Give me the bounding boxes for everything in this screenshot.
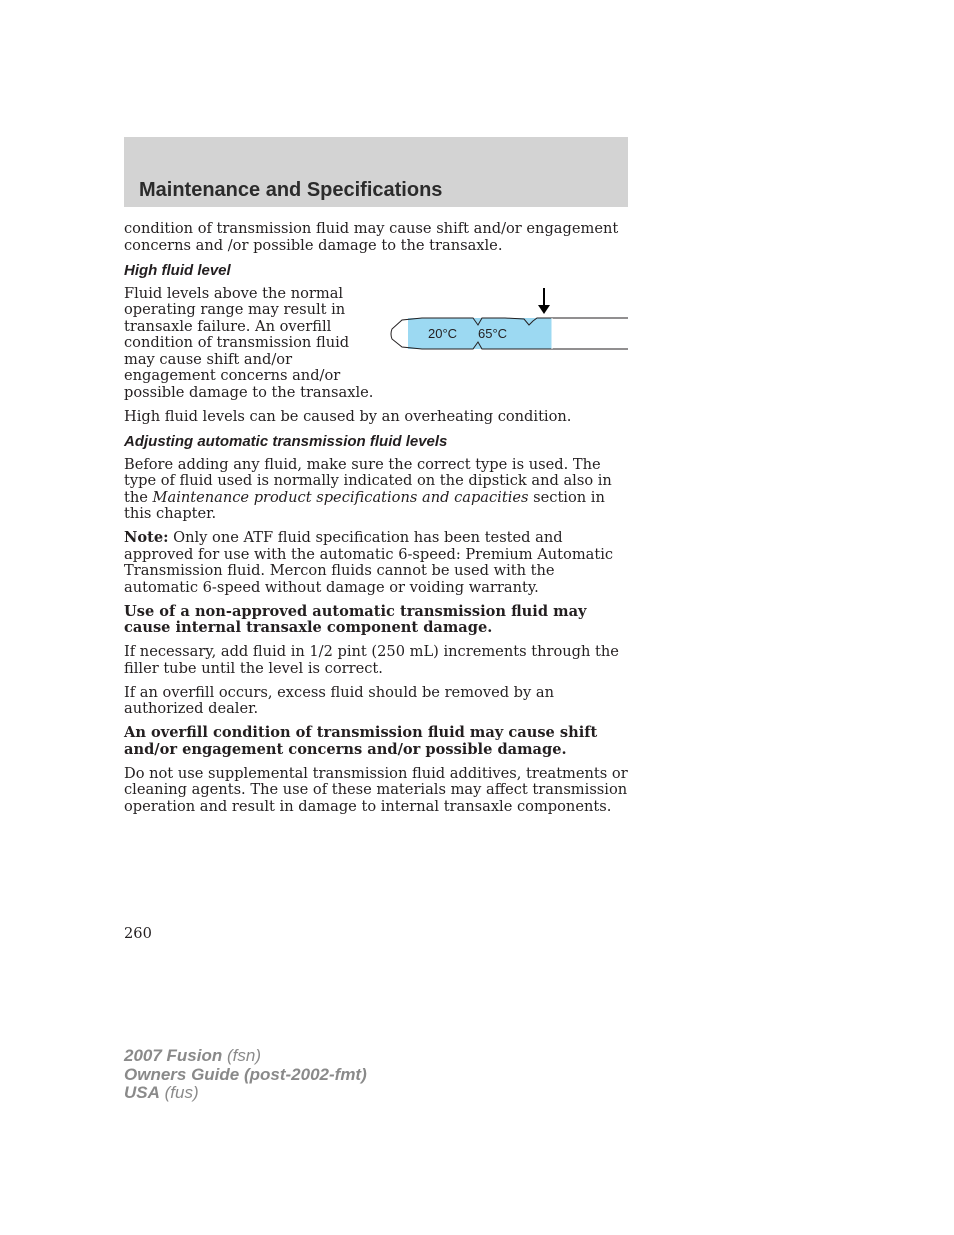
temp-label-20c: 20°C bbox=[428, 325, 458, 341]
page-content bbox=[124, 221, 628, 823]
footer-line-model: 2007 Fusion (fsn) bbox=[124, 1046, 261, 1065]
add-fluid-paragraph: If necessary, add fluid in 1/2 pint (250 mL) increments through the filler tube until the level is correct. bbox=[124, 643, 619, 677]
note-label: Note: bbox=[124, 529, 169, 546]
warning-overfill: An overfill condition of transmission fluid may cause shift and/or engagement concerns and/or possible damage. bbox=[124, 724, 598, 758]
note-paragraph: Note: Only one ATF fluid specification has been tested and approved for use with the automatic 6-speed: Premium Automatic Transmission fluid. Mercon fluids cannot be used with the automatic 6-speed without damage or voiding warranty. bbox=[124, 529, 614, 596]
footer-line-guide: Owners Guide (post-2002-fmt) bbox=[124, 1064, 367, 1084]
additives-paragraph: Do not use supplemental transmission fluid additives, treatments or cleaning agents. The use of these materials may affect transmission operation and result in damage to internal transaxle components. bbox=[124, 764, 628, 815]
page-number: 260 bbox=[124, 925, 152, 942]
section-header bbox=[124, 137, 628, 207]
high-fluid-heading: High fluid level bbox=[124, 261, 231, 279]
overheating-paragraph: High fluid levels can be caused by an overheating condition. bbox=[124, 407, 572, 425]
overfill-paragraph: If an overfill occurs, excess fluid should be removed by an authorized dealer. bbox=[124, 683, 555, 717]
section-title: Maintenance and Specifications bbox=[139, 179, 443, 201]
footer-line-region: USA (fus) bbox=[124, 1083, 199, 1102]
spec-section-reference: Maintenance product specifications and capacities bbox=[152, 488, 529, 506]
high-fluid-section bbox=[124, 286, 628, 409]
dipstick-diagram bbox=[390, 282, 628, 356]
high-fluid-paragraph: Fluid levels above the normal operating range may result in transaxle failure. An overfill condition of transmission fluid may cause shift and/or engagement concerns and/or possible damage to the transaxle. bbox=[124, 284, 374, 401]
temp-label-65c: 65°C bbox=[478, 325, 508, 341]
intro-paragraph: condition of transmission fluid may cause shift and/or engagement concerns and /or possible damage to the transaxle. bbox=[124, 220, 619, 254]
fluid-type-paragraph: Before adding any fluid, make sure the correct type is used. The type of fluid used is normally indicated on the dipstick and also in the Maintenance product specifications and capacities section in this chapter. bbox=[124, 455, 612, 522]
document-footer bbox=[124, 1047, 367, 1103]
adjusting-heading: Adjusting automatic transmission fluid levels bbox=[124, 432, 448, 450]
warning-non-approved-fluid: Use of a non-approved automatic transmission fluid may cause internal transaxle component damage. bbox=[124, 602, 587, 636]
